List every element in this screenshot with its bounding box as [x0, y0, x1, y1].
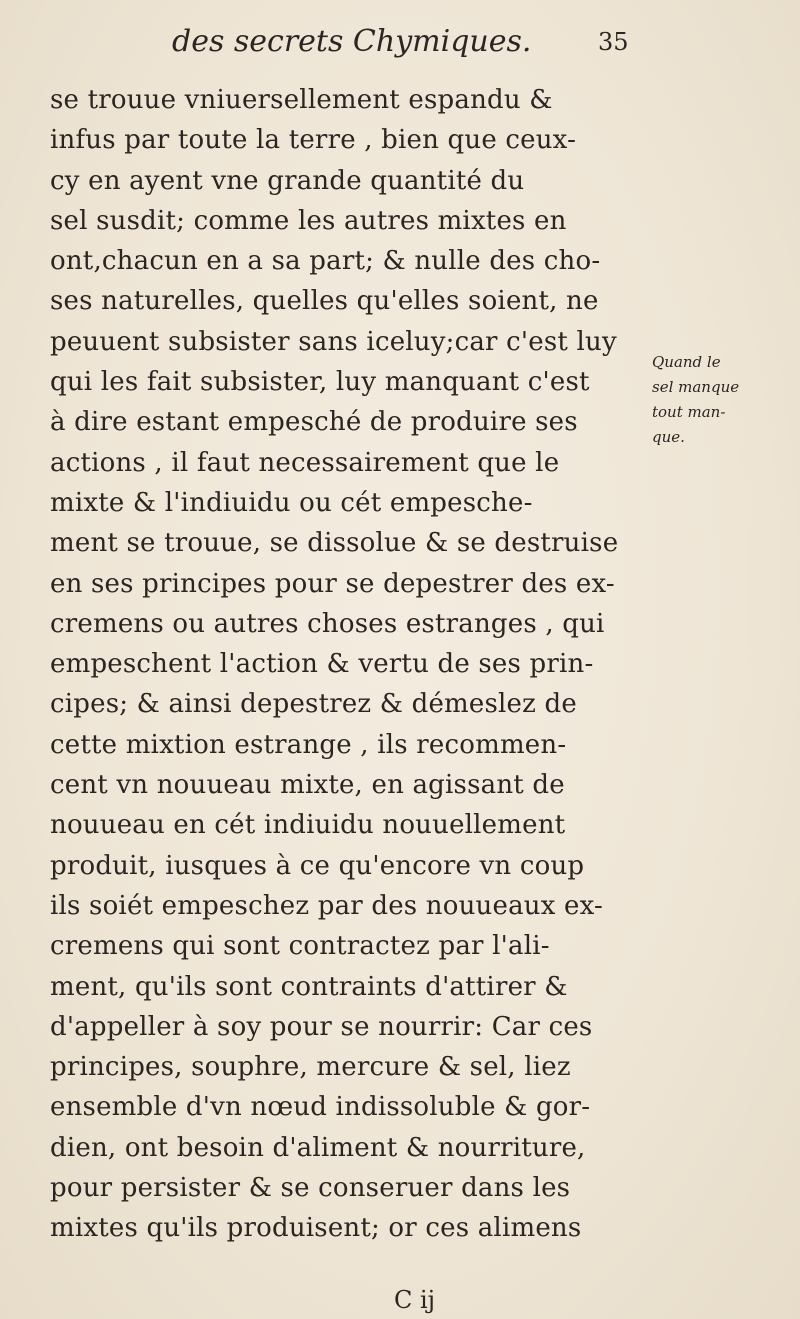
text-line: mixte & l'indiuidu ou cét empesche-	[50, 487, 533, 518]
text-line: cette mixtion estrange , ils recommen-	[50, 729, 567, 760]
text-line: en ses principes pour se depestrer des ex-	[50, 568, 615, 599]
text-line: cipes; & ainsi depestrez & démeslez de	[50, 689, 577, 720]
running-head-title: des secrets Chymiques.	[172, 24, 532, 59]
text-line: pour persister & se conseruer dans les	[50, 1173, 571, 1204]
text-line: actions , il faut necessairement que le	[50, 447, 560, 478]
text-line: ment se trouue, se dissolue & se destruise	[50, 528, 619, 559]
text-line: ment, qu'ils sont contraints d'attirer &	[50, 971, 568, 1002]
text-line: cremens ou autres choses estranges , qui	[50, 608, 605, 639]
margin-note-line: Quand le	[652, 353, 721, 371]
text-line: d'appeller à soy pour se nourrir: Car ces	[50, 1011, 593, 1042]
margin-note-line: tout man-	[652, 403, 726, 421]
margin-note-line: sel manque	[652, 378, 740, 396]
text-line: infus par toute la terre , bien que ceux-	[50, 125, 577, 156]
page-number: 35	[598, 28, 629, 56]
text-line: cy en ayent vne grande quantité du	[50, 165, 525, 196]
text-line: peuuent subsister sans iceluy;car c'est luy	[50, 326, 617, 357]
text-line: dien, ont besoin d'aliment & nourriture,	[50, 1132, 586, 1163]
text-line: principes, souphre, mercure & sel, liez	[50, 1052, 571, 1083]
text-line: mixtes qu'ils produisent; or ces alimens	[50, 1213, 582, 1244]
signature-mark: C ij	[394, 1286, 436, 1314]
text-line: cremens qui sont contractez par l'ali-	[50, 931, 550, 962]
text-line: ses naturelles, quelles qu'elles soient, ne	[50, 286, 599, 317]
text-line: à dire estant empesché de produire ses	[50, 407, 578, 438]
body-text	[50, 80, 640, 1249]
text-line: cent vn nouueau mixte, en agissant de	[50, 770, 565, 801]
text-line: se trouue vniuersellement espandu &	[50, 85, 553, 115]
text-line: ensemble d'vn nœud indissoluble & gor-	[50, 1092, 591, 1123]
text-line: ils soiét empeschez par des nouueaux ex-	[50, 890, 604, 921]
margin-note-line: que.	[652, 428, 685, 446]
text-line: sel susdit; comme les autres mixtes en	[50, 205, 567, 236]
text-line: ont,chacun en a sa part; & nulle des cho-	[50, 246, 601, 277]
text-line: qui les fait subsister, luy manquant c'est	[50, 367, 590, 398]
running-head	[0, 10, 800, 60]
margin-note	[652, 350, 798, 450]
text-line: produit, iusques à ce qu'encore vn coup	[50, 850, 585, 881]
text-line: empeschent l'action & vertu de ses prin-	[50, 649, 594, 680]
text-line: nouueau en cét indiuidu nouuellement	[50, 810, 566, 841]
